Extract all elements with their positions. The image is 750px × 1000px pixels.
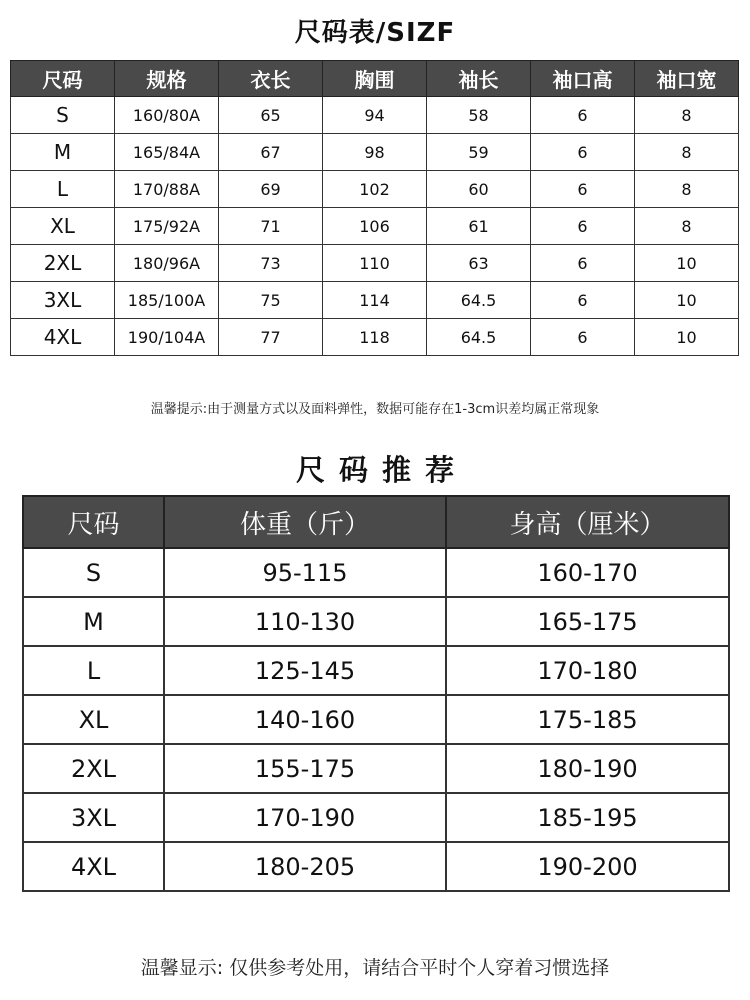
table-row [23,646,729,695]
table-cell: 140-160 [164,695,446,744]
table-cell: 6 [531,319,635,356]
size-cell: M [23,597,164,646]
size-cell: 4XL [23,842,164,891]
header-weight: 体重（斤） [164,496,446,548]
table-cell: 110-130 [164,597,446,646]
header-size: 尺码 [23,496,164,548]
size-cell: XL [11,208,115,245]
table-cell: 165-175 [446,597,729,646]
table-cell: 180-190 [446,744,729,793]
table-cell: 58 [427,97,531,134]
recommend-note: 温馨显示: 仅供参考处用，请结合平时个人穿着习惯选择 [140,957,610,979]
size-cell: M [11,134,115,171]
table-cell: 61 [427,208,531,245]
recommend-title: 尺码推荐 [295,453,468,487]
size-cell: L [23,646,164,695]
table-cell: 155-175 [164,744,446,793]
size-cell: 3XL [11,282,115,319]
header-size: 尺码 [11,61,115,97]
table-cell: 106 [323,208,427,245]
header-sleeve: 袖长 [427,61,531,97]
size-chart-header-row [11,61,739,97]
table-cell: 65 [219,97,323,134]
table-row [23,793,729,842]
table-row [23,548,729,597]
size-chart-title: 尺码表/SIZF [294,18,456,48]
table-cell: 160-170 [446,548,729,597]
size-cell: 4XL [11,319,115,356]
table-cell: 94 [323,97,427,134]
table-cell: 125-145 [164,646,446,695]
recommend-header-row [23,496,729,548]
table-cell: 8 [635,208,739,245]
table-cell: 114 [323,282,427,319]
recommend-table [22,495,730,892]
table-cell: 175-185 [446,695,729,744]
table-cell: 185-195 [446,793,729,842]
header-length: 衣长 [219,61,323,97]
header-chest: 胸围 [323,61,427,97]
table-cell: 170/88A [115,171,219,208]
size-chart-note: 温馨提示:由于测量方式以及面料弹性，数据可能存在1-3cm识差均属正常现象 [150,402,600,417]
header-cuff-height: 袖口高 [531,61,635,97]
table-cell: 98 [323,134,427,171]
table-cell: 180-205 [164,842,446,891]
header-height: 身高（厘米） [446,496,729,548]
size-cell: 2XL [23,744,164,793]
table-cell: 6 [531,208,635,245]
table-row [11,282,739,319]
header-cuff-width: 袖口宽 [635,61,739,97]
table-row [23,842,729,891]
table-cell: 6 [531,97,635,134]
table-cell: 160/80A [115,97,219,134]
table-cell: 73 [219,245,323,282]
table-cell: 185/100A [115,282,219,319]
table-cell: 190-200 [446,842,729,891]
table-cell: 170-190 [164,793,446,842]
table-row [11,319,739,356]
table-row [23,744,729,793]
table-cell: 110 [323,245,427,282]
table-cell: 180/96A [115,245,219,282]
table-cell: 67 [219,134,323,171]
table-cell: 175/92A [115,208,219,245]
table-cell: 6 [531,134,635,171]
size-cell: S [23,548,164,597]
table-cell: 165/84A [115,134,219,171]
table-cell: 6 [531,171,635,208]
size-cell: S [11,97,115,134]
size-cell: 3XL [23,793,164,842]
table-cell: 10 [635,282,739,319]
size-cell: L [11,171,115,208]
table-cell: 71 [219,208,323,245]
table-cell: 63 [427,245,531,282]
table-row [11,134,739,171]
table-cell: 8 [635,97,739,134]
table-cell: 60 [427,171,531,208]
table-cell: 6 [531,245,635,282]
table-row [11,245,739,282]
table-cell: 8 [635,134,739,171]
table-row [11,208,739,245]
size-chart-table [10,60,739,356]
table-cell: 59 [427,134,531,171]
table-cell: 75 [219,282,323,319]
table-row [11,171,739,208]
table-cell: 8 [635,171,739,208]
size-cell: 2XL [11,245,115,282]
table-cell: 170-180 [446,646,729,695]
table-row [11,97,739,134]
table-row [23,695,729,744]
table-cell: 64.5 [427,319,531,356]
table-cell: 118 [323,319,427,356]
table-row [23,597,729,646]
size-cell: XL [23,695,164,744]
table-cell: 77 [219,319,323,356]
table-cell: 95-115 [164,548,446,597]
table-cell: 102 [323,171,427,208]
table-cell: 6 [531,282,635,319]
table-cell: 190/104A [115,319,219,356]
table-cell: 10 [635,245,739,282]
table-cell: 64.5 [427,282,531,319]
table-cell: 10 [635,319,739,356]
table-cell: 69 [219,171,323,208]
header-spec: 规格 [115,61,219,97]
